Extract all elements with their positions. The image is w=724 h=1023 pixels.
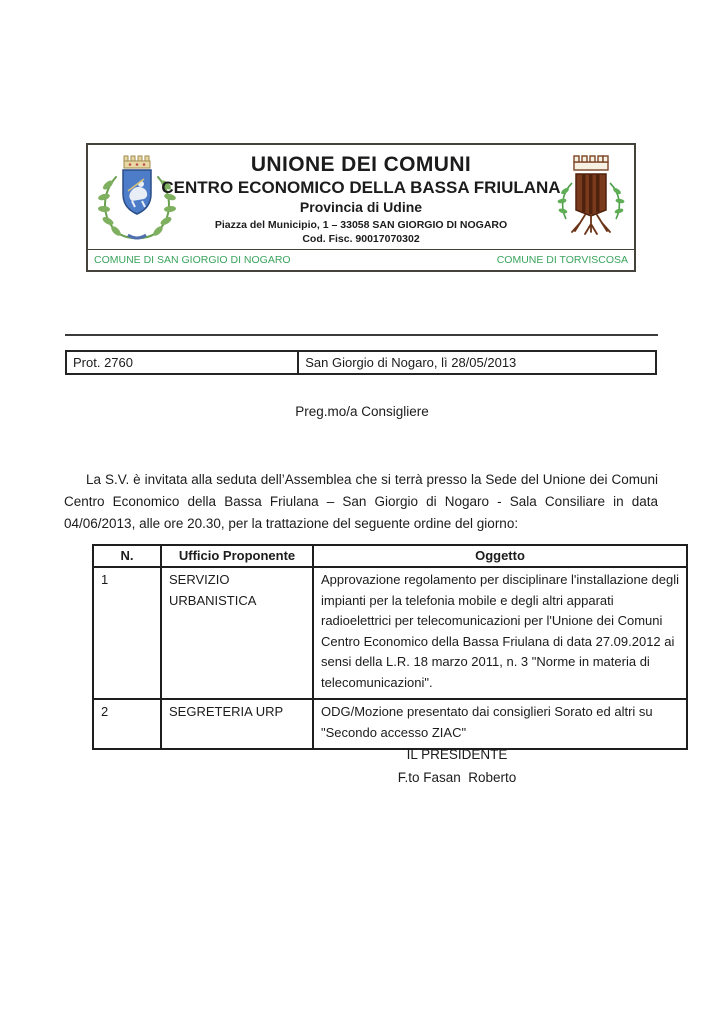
col-header-oggetto: Oggetto [313,545,687,567]
signature-role: IL PRESIDENTE [406,747,508,762]
table-row [93,699,687,749]
place-date: San Giorgio di Nogaro, lì 28/05/2013 [305,355,517,370]
protocol-table [65,350,657,375]
agenda-header-row [93,545,687,567]
row1-oggetto: Approvazione regolamento per disciplinare l'installazione degli impianti per la telefonia mobile e degli altri apparati radioelettrici per telecomunicazioni per l'Unione dei Comuni Centro Economico della Bassa Friulana di data 27.09.2012 ai sensi della L.R. 18 marzo 2011, n. 3 "Norme in materia di telecomunicazioni". [313,567,687,699]
communes-strip [88,249,634,270]
protocol-number: Prot. 2760 [67,352,299,373]
recipient-line: Preg.mo/a Consigliere [295,404,429,419]
province-line: Provincia di Udine [299,199,423,216]
union-subtitle: CENTRO ECONOMICO DELLA BASSA FRIULANA [161,177,561,197]
commune-torviscosa-label: COMUNE DI TORVISCOSA [496,254,628,266]
address-line: Piazza del Municipio, 1 – 33058 SAN GIORGIO DI NOGARO [214,219,508,232]
letterhead [86,143,636,272]
signature-block [312,744,602,789]
letterhead-text [88,152,634,246]
fiscal-code-line: Cod. Fisc. 90017070302 [302,233,420,246]
signature-name: F.to Fasan Roberto [397,769,517,785]
row1-ufficio: SERVIZIO URBANISTICA [161,567,313,699]
invitation-paragraph: La S.V. è invitata alla seduta dell’Assemblea che si terrà presso la Sede del Unione dei Comuni Centro Economico della Bassa Friulana – San Giorgio di Nogaro - Sala Consiliare in data 04/06/2013, alle ore 20.30, per la trattazione del seguente ordine del giorno: [64,472,658,531]
commune-san-giorgio-label: COMUNE DI SAN GIORGIO DI NOGARO [94,254,291,266]
col-header-n: N. [93,545,161,567]
row2-number: 2 [93,699,161,749]
col-header-ufficio: Ufficio Proponente [161,545,313,567]
row2-oggetto: ODG/Mozione presentato dai consiglieri Sorato ed altri su "Secondo accesso ZIAC" [313,699,687,749]
horizontal-rule [65,334,658,336]
row1-number: 1 [93,567,161,699]
agenda-table [92,544,688,750]
table-row [93,567,687,699]
row2-ufficio: SEGRETERIA URP [161,699,313,749]
union-title: UNIONE DEI COMUNI [250,153,472,176]
